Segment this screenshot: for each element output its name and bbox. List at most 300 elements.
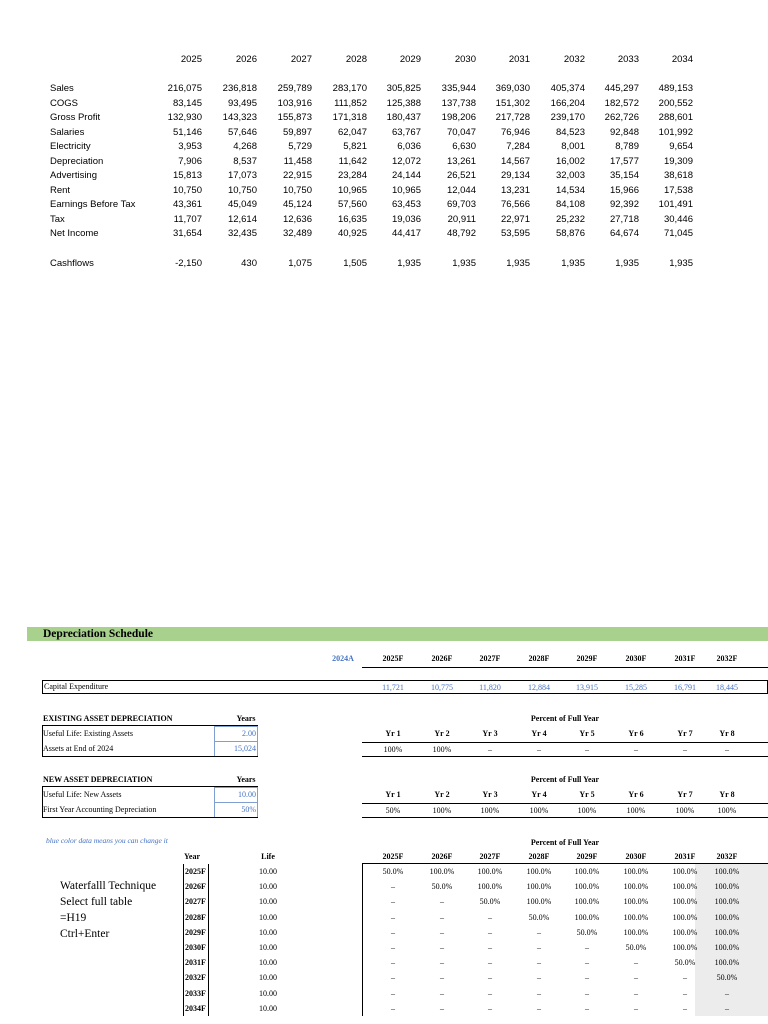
row-value: 236,818 xyxy=(222,83,257,94)
newassets-years-label: Years xyxy=(236,775,256,784)
waterfall-life: 10.00 xyxy=(259,973,277,983)
existing-yr-rule xyxy=(362,742,768,743)
waterfall-value: – xyxy=(634,988,638,998)
row-value: 9,654 xyxy=(669,141,693,152)
newassets-yr-bottom-rule xyxy=(362,817,768,818)
waterfall-year: 2030F xyxy=(185,943,206,952)
row-label: Rent xyxy=(50,184,71,196)
waterfall-col-header: 2030F xyxy=(625,852,647,861)
waterfall-value: 50.0% xyxy=(625,943,647,952)
row-value: 15,966 xyxy=(609,184,639,196)
matrix-left-rule xyxy=(362,864,363,1016)
newassets-pct-value: 100% xyxy=(577,806,597,815)
row-value: 10,965 xyxy=(391,184,421,196)
header-2029F: 2029F xyxy=(576,654,598,663)
existing-years-label: Years xyxy=(236,714,256,723)
waterfall-value: – xyxy=(440,897,444,907)
row-value: 7,284 xyxy=(506,141,530,152)
header-2032F: 2032F xyxy=(716,654,738,663)
waterfall-value: – xyxy=(488,927,492,937)
header-2025F: 2025F xyxy=(382,654,404,663)
row-value: 13,231 xyxy=(500,184,530,196)
newassets-row1-input[interactable]: 10.00 xyxy=(238,790,256,799)
newassets-yr-header: Yr 7 xyxy=(677,790,693,799)
waterfall-year: 2034F xyxy=(185,1003,206,1013)
waterfall-life: 10.00 xyxy=(259,867,277,876)
waterfall-value: 100.0% xyxy=(574,867,600,876)
waterfall-year-header: Year xyxy=(184,852,200,861)
row-value: 10,965 xyxy=(337,184,367,196)
newassets-pct-value: 50% xyxy=(385,806,401,815)
row-value: 11,642 xyxy=(338,155,367,167)
existing-row2-label: Assets at End of 2024 xyxy=(43,744,114,753)
waterfall-value: 100.0% xyxy=(623,867,649,876)
row-value: 8,001 xyxy=(561,141,585,152)
waterfall-value: 100.0% xyxy=(429,867,455,876)
waterfall-value: – xyxy=(537,958,541,968)
row-value: 29,134 xyxy=(500,170,530,181)
row-value: 48,792 xyxy=(446,228,476,239)
newassets-row2-input[interactable]: 50% xyxy=(241,805,256,814)
waterfall-col-header: 2032F xyxy=(716,852,738,861)
row-value: 262,726 xyxy=(604,112,639,123)
year-header-2032: 2032 xyxy=(563,54,585,65)
newassets-pct-value: 100% xyxy=(675,806,695,815)
row-value: 15,813 xyxy=(172,170,202,181)
existing-yr-header: Yr 2 xyxy=(434,729,450,738)
row-value: 8,537 xyxy=(233,155,257,167)
row-value: 405,374 xyxy=(550,83,585,94)
cashflows-label: Cashflows xyxy=(50,258,94,269)
row-value: 12,636 xyxy=(282,213,312,225)
waterfall-value: – xyxy=(440,988,444,998)
waterfall-value: 50.0% xyxy=(479,897,501,907)
waterfall-col-header: 2028F xyxy=(528,852,550,861)
cashflow-value: 1,935 xyxy=(561,258,585,269)
waterfall-value: – xyxy=(440,1003,444,1013)
existing-bottom-rule xyxy=(42,756,258,757)
header-2024A: 2024A xyxy=(332,654,354,663)
row-value: 93,495 xyxy=(227,97,257,109)
header-2031F: 2031F xyxy=(674,654,696,663)
waterfall-life: 10.00 xyxy=(259,1003,277,1013)
row-value: 166,204 xyxy=(550,97,585,109)
newassets-yr-header: Yr 8 xyxy=(719,790,735,799)
row-value: 43,361 xyxy=(172,199,202,210)
waterfall-value: – xyxy=(391,943,395,952)
existing-pct-value: 100% xyxy=(383,745,403,754)
waterfall-value: 100.0% xyxy=(714,867,740,876)
row-value: 69,703 xyxy=(446,199,476,210)
row-value: 63,453 xyxy=(391,199,421,210)
row-value: 92,848 xyxy=(609,126,639,138)
row-value: 155,873 xyxy=(277,112,312,123)
row-value: 16,635 xyxy=(337,213,367,225)
waterfall-value: 100.0% xyxy=(477,882,503,892)
row-value: 30,446 xyxy=(663,213,693,225)
row-value: 84,108 xyxy=(555,199,585,210)
newassets-row1-label: Useful Life: New Assets xyxy=(43,790,122,799)
waterfall-year: 2026F xyxy=(185,882,206,892)
row-value: 10,750 xyxy=(282,184,312,196)
row-value: 6,036 xyxy=(397,141,421,152)
row-value: 59,897 xyxy=(282,126,312,138)
technique-note-line: Select full table xyxy=(60,896,133,908)
row-value: 198,206 xyxy=(441,112,476,123)
waterfall-value: 100.0% xyxy=(672,943,698,952)
row-label: COGS xyxy=(50,97,78,109)
waterfall-value: 100.0% xyxy=(714,958,740,968)
row-value: 101,992 xyxy=(658,126,693,138)
row-value: 25,232 xyxy=(555,213,585,225)
row-value: 10,750 xyxy=(172,184,202,196)
existing-heading: EXISTING ASSET DEPRECIATION xyxy=(43,714,173,723)
row-value: 171,318 xyxy=(332,112,367,123)
waterfall-value: – xyxy=(683,988,687,998)
waterfall-value: – xyxy=(391,988,395,998)
row-value: 489,153 xyxy=(658,83,693,94)
row-value: 5,821 xyxy=(343,141,367,152)
row-value: 76,566 xyxy=(500,199,530,210)
existing-pct-value: – xyxy=(537,745,541,754)
existing-yr-header: Yr 7 xyxy=(677,729,693,738)
capex-value: 13,915 xyxy=(576,683,598,692)
row-value: 8,789 xyxy=(615,141,639,152)
existing-pct-value: 100% xyxy=(432,745,452,754)
cashflow-value: 1,935 xyxy=(397,258,421,269)
waterfall-value: – xyxy=(488,943,492,952)
waterfall-value: 50.0% xyxy=(716,973,738,983)
existing-pct-value: – xyxy=(683,745,687,754)
capex-value: 12,884 xyxy=(528,683,550,692)
row-value: 335,944 xyxy=(441,83,476,94)
row-value: 103,916 xyxy=(277,97,312,109)
newassets-left-rule xyxy=(42,787,43,817)
newassets-pct-value: 100% xyxy=(626,806,646,815)
waterfall-value: – xyxy=(440,973,444,983)
newassets-yr-rule xyxy=(362,803,768,804)
existing-row1-input[interactable]: 2.00 xyxy=(242,729,256,738)
waterfall-value: – xyxy=(440,912,444,922)
waterfall-col-header: 2031F xyxy=(674,852,696,861)
waterfall-value: 50.0% xyxy=(431,882,453,892)
waterfall-life: 10.00 xyxy=(259,897,277,907)
waterfall-value: 50.0% xyxy=(382,867,404,876)
waterfall-life: 10.00 xyxy=(259,882,277,892)
waterfall-col-header: 2026F xyxy=(431,852,453,861)
row-value: 27,718 xyxy=(609,213,639,225)
waterfall-life: 10.00 xyxy=(259,943,277,952)
waterfall-value: – xyxy=(634,958,638,968)
existing-pct-value: – xyxy=(634,745,638,754)
row-value: 132,930 xyxy=(167,112,202,123)
waterfall-year: 2029F xyxy=(185,927,206,937)
row-value: 14,534 xyxy=(555,184,585,196)
year-header-2030: 2030 xyxy=(454,54,476,65)
waterfall-value: – xyxy=(683,973,687,983)
row-value: 20,911 xyxy=(447,213,476,225)
waterfall-life: 10.00 xyxy=(259,912,277,922)
waterfall-value: – xyxy=(440,943,444,952)
row-value: 26,521 xyxy=(446,170,476,181)
waterfall-value: – xyxy=(391,882,395,892)
existing-yr-header: Yr 4 xyxy=(531,729,547,738)
waterfall-value: – xyxy=(537,973,541,983)
existing-pct-value: – xyxy=(585,745,589,754)
waterfall-value: – xyxy=(488,958,492,968)
newassets-heading: NEW ASSET DEPRECIATION xyxy=(43,775,153,784)
row-label: Tax xyxy=(50,213,65,225)
cashflow-value: 1,935 xyxy=(615,258,639,269)
newassets-pct-value: 100% xyxy=(529,806,549,815)
waterfall-value: 100.0% xyxy=(623,912,649,922)
existing-pct-value: – xyxy=(488,745,492,754)
header-2030F: 2030F xyxy=(625,654,647,663)
row-value: 44,417 xyxy=(391,228,421,239)
waterfall-value: 100.0% xyxy=(714,882,740,892)
cashflow-value: 430 xyxy=(241,258,257,269)
existing-yr-header: Yr 5 xyxy=(579,729,595,738)
row-value: 76,946 xyxy=(500,126,530,138)
row-value: 445,297 xyxy=(604,83,639,94)
waterfall-value: 50.0% xyxy=(674,958,696,968)
row-value: 125,388 xyxy=(386,97,421,109)
waterfall-value: 100.0% xyxy=(574,897,600,907)
newassets-yr-header: Yr 1 xyxy=(385,790,401,799)
waterfall-year: 2032F xyxy=(185,973,206,983)
existing-yr-header: Yr 8 xyxy=(719,729,735,738)
waterfall-value: – xyxy=(634,973,638,983)
row-value: 4,268 xyxy=(233,141,257,152)
row-value: 58,876 xyxy=(555,228,585,239)
dep-title: Depreciation Schedule xyxy=(43,628,153,640)
row-value: 53,595 xyxy=(500,228,530,239)
row-label: Sales xyxy=(50,83,74,94)
header-2026F: 2026F xyxy=(431,654,453,663)
waterfall-value: – xyxy=(488,973,492,983)
waterfall-value: – xyxy=(488,988,492,998)
year-header-2034: 2034 xyxy=(671,54,693,65)
row-label: Advertising xyxy=(50,170,97,181)
row-value: 70,047 xyxy=(446,126,476,138)
waterfall-value: 100.0% xyxy=(672,867,698,876)
year-right-rule xyxy=(208,864,209,1016)
cashflow-value: 1,935 xyxy=(452,258,476,269)
waterfall-value: – xyxy=(537,927,541,937)
existing-yr-header: Yr 1 xyxy=(385,729,401,738)
header-rule xyxy=(362,667,768,668)
waterfall-value: – xyxy=(391,958,395,968)
waterfall-col-header: 2027F xyxy=(479,852,501,861)
row-value: 64,674 xyxy=(609,228,639,239)
row-value: 10,750 xyxy=(227,184,257,196)
technique-note-line: Waterfalll Technique xyxy=(60,880,157,892)
waterfall-life: 10.00 xyxy=(259,927,277,937)
cashflow-value: 1,935 xyxy=(506,258,530,269)
editable-note: blue color data means you can change it xyxy=(46,836,168,845)
row-value: 62,047 xyxy=(337,126,367,138)
newassets-yr-header: Yr 2 xyxy=(434,790,450,799)
row-value: 180,437 xyxy=(386,112,421,123)
waterfall-value: 100.0% xyxy=(574,912,600,922)
waterfall-value: – xyxy=(391,1003,395,1013)
waterfall-life-header: Life xyxy=(261,852,275,861)
year-header-2029: 2029 xyxy=(399,54,421,65)
year-header-2027: 2027 xyxy=(290,54,312,65)
row-value: 22,915 xyxy=(282,170,312,181)
header-2027F: 2027F xyxy=(479,654,501,663)
newassets-yr-header: Yr 6 xyxy=(628,790,644,799)
year-header-2031: 2031 xyxy=(508,54,530,65)
year-header-2026: 2026 xyxy=(235,54,257,65)
waterfall-col-header: 2025F xyxy=(382,852,404,861)
waterfall-value: – xyxy=(488,1003,492,1013)
waterfall-value: 50.0% xyxy=(528,912,550,922)
newassets-pct-label: Percent of Full Year xyxy=(530,775,600,784)
row-value: 57,560 xyxy=(337,199,367,210)
year-header-2025: 2025 xyxy=(180,54,202,65)
row-value: 19,036 xyxy=(391,213,421,225)
row-value: 5,729 xyxy=(288,141,312,152)
newassets-yr-header: Yr 3 xyxy=(482,790,498,799)
waterfall-value: – xyxy=(585,988,589,998)
row-value: 23,284 xyxy=(337,170,367,181)
row-value: 92,392 xyxy=(609,199,639,210)
waterfall-value: – xyxy=(725,1003,729,1013)
waterfall-value: 100.0% xyxy=(714,927,740,937)
row-value: 101,491 xyxy=(658,199,693,210)
capex-value: 11,721 xyxy=(382,683,404,692)
newassets-pct-value: 100% xyxy=(432,806,452,815)
row-value: 7,906 xyxy=(178,155,202,167)
row-value: 45,124 xyxy=(282,199,312,210)
technique-note-line: =H19 xyxy=(60,912,87,924)
row-value: 32,435 xyxy=(227,228,257,239)
waterfall-year: 2031F xyxy=(185,958,206,968)
existing-left-rule xyxy=(42,726,43,756)
row-value: 13,261 xyxy=(446,155,476,167)
year-header-2028: 2028 xyxy=(345,54,367,65)
row-value: 38,618 xyxy=(663,170,693,181)
row-value: 239,170 xyxy=(550,112,585,123)
row-value: 182,572 xyxy=(604,97,639,109)
existing-yr-bottom-rule xyxy=(362,756,768,757)
waterfall-pct-label: Percent of Full Year xyxy=(530,838,600,847)
cashflow-value: 1,935 xyxy=(669,258,693,269)
waterfall-value: – xyxy=(585,1003,589,1013)
waterfall-year: 2033F xyxy=(185,988,206,998)
row-value: 17,073 xyxy=(227,170,257,181)
row-value: 111,852 xyxy=(334,97,367,109)
row-value: 3,953 xyxy=(178,141,202,152)
row-value: 17,538 xyxy=(663,184,693,196)
row-value: 305,825 xyxy=(386,83,421,94)
waterfall-value: 100.0% xyxy=(714,912,740,922)
row-value: 24,144 xyxy=(391,170,421,181)
capex-value: 16,791 xyxy=(674,683,696,692)
waterfall-value: – xyxy=(585,973,589,983)
waterfall-value: – xyxy=(488,912,492,922)
existing-pct-label: Percent of Full Year xyxy=(530,714,600,723)
row-value: 217,728 xyxy=(495,112,530,123)
waterfall-life: 10.00 xyxy=(259,988,277,998)
waterfall-value: – xyxy=(537,988,541,998)
waterfall-life: 10.00 xyxy=(259,958,277,968)
row-value: 288,601 xyxy=(658,112,693,123)
waterfall-value: 100.0% xyxy=(526,882,552,892)
waterfall-value: 100.0% xyxy=(574,882,600,892)
row-value: 71,045 xyxy=(663,228,693,239)
row-value: 369,030 xyxy=(495,83,530,94)
row-value: 40,925 xyxy=(337,228,367,239)
waterfall-value: – xyxy=(440,927,444,937)
waterfall-value: – xyxy=(683,1003,687,1013)
cashflow-value: 1,075 xyxy=(288,258,312,269)
capex-value: 15,285 xyxy=(625,683,647,692)
capex-value: 18,445 xyxy=(716,683,738,692)
row-value: 12,614 xyxy=(227,213,257,225)
waterfall-value: – xyxy=(440,958,444,968)
waterfall-value: – xyxy=(391,897,395,907)
row-value: 16,002 xyxy=(555,155,585,167)
row-value: 259,789 xyxy=(277,83,312,94)
waterfall-value: 100.0% xyxy=(672,927,698,937)
row-value: 31,654 xyxy=(172,228,202,239)
row-label: Net Income xyxy=(50,228,99,239)
waterfall-value: 100.0% xyxy=(623,927,649,937)
year-left-rule xyxy=(183,864,184,1016)
waterfall-value: – xyxy=(391,927,395,937)
row-value: 200,552 xyxy=(658,97,693,109)
row-label: Earnings Before Tax xyxy=(50,199,136,210)
waterfall-year: 2027F xyxy=(185,897,206,907)
row-value: 35,154 xyxy=(609,170,639,181)
newassets-row2-label: First Year Accounting Depreciation xyxy=(43,805,157,814)
year-header-2033: 2033 xyxy=(617,54,639,65)
row-value: 137,738 xyxy=(441,97,476,109)
row-label: Electricity xyxy=(50,141,91,152)
row-value: 216,075 xyxy=(167,83,202,94)
waterfall-value: 100.0% xyxy=(672,912,698,922)
header-2028F: 2028F xyxy=(528,654,550,663)
row-label: Salaries xyxy=(50,126,85,138)
waterfall-col-header: 2029F xyxy=(576,852,598,861)
waterfall-year: 2025F xyxy=(185,867,206,876)
row-value: 14,567 xyxy=(500,155,530,167)
waterfall-value: – xyxy=(725,988,729,998)
row-value: 151,302 xyxy=(495,97,530,109)
waterfall-value: 100.0% xyxy=(672,882,698,892)
capex-value: 11,820 xyxy=(479,683,501,692)
waterfall-value: 100.0% xyxy=(526,867,552,876)
waterfall-value: 100.0% xyxy=(477,867,503,876)
row-value: 32,489 xyxy=(282,228,312,239)
existing-row2-input[interactable]: 15,024 xyxy=(234,744,256,753)
newassets-pct-value: 100% xyxy=(480,806,500,815)
capex-label: Capital Expenditure xyxy=(44,682,109,691)
waterfall-year: 2028F xyxy=(185,912,206,922)
newassets-bottom-rule xyxy=(42,817,258,818)
row-value: 83,145 xyxy=(172,97,202,109)
waterfall-value: 100.0% xyxy=(714,943,740,952)
existing-yr-header: Yr 3 xyxy=(482,729,498,738)
row-value: 19,309 xyxy=(663,155,693,167)
waterfall-value: 100.0% xyxy=(526,897,552,907)
row-value: 283,170 xyxy=(332,83,367,94)
row-value: 11,458 xyxy=(283,155,312,167)
waterfall-value: – xyxy=(585,943,589,952)
waterfall-value: – xyxy=(391,912,395,922)
